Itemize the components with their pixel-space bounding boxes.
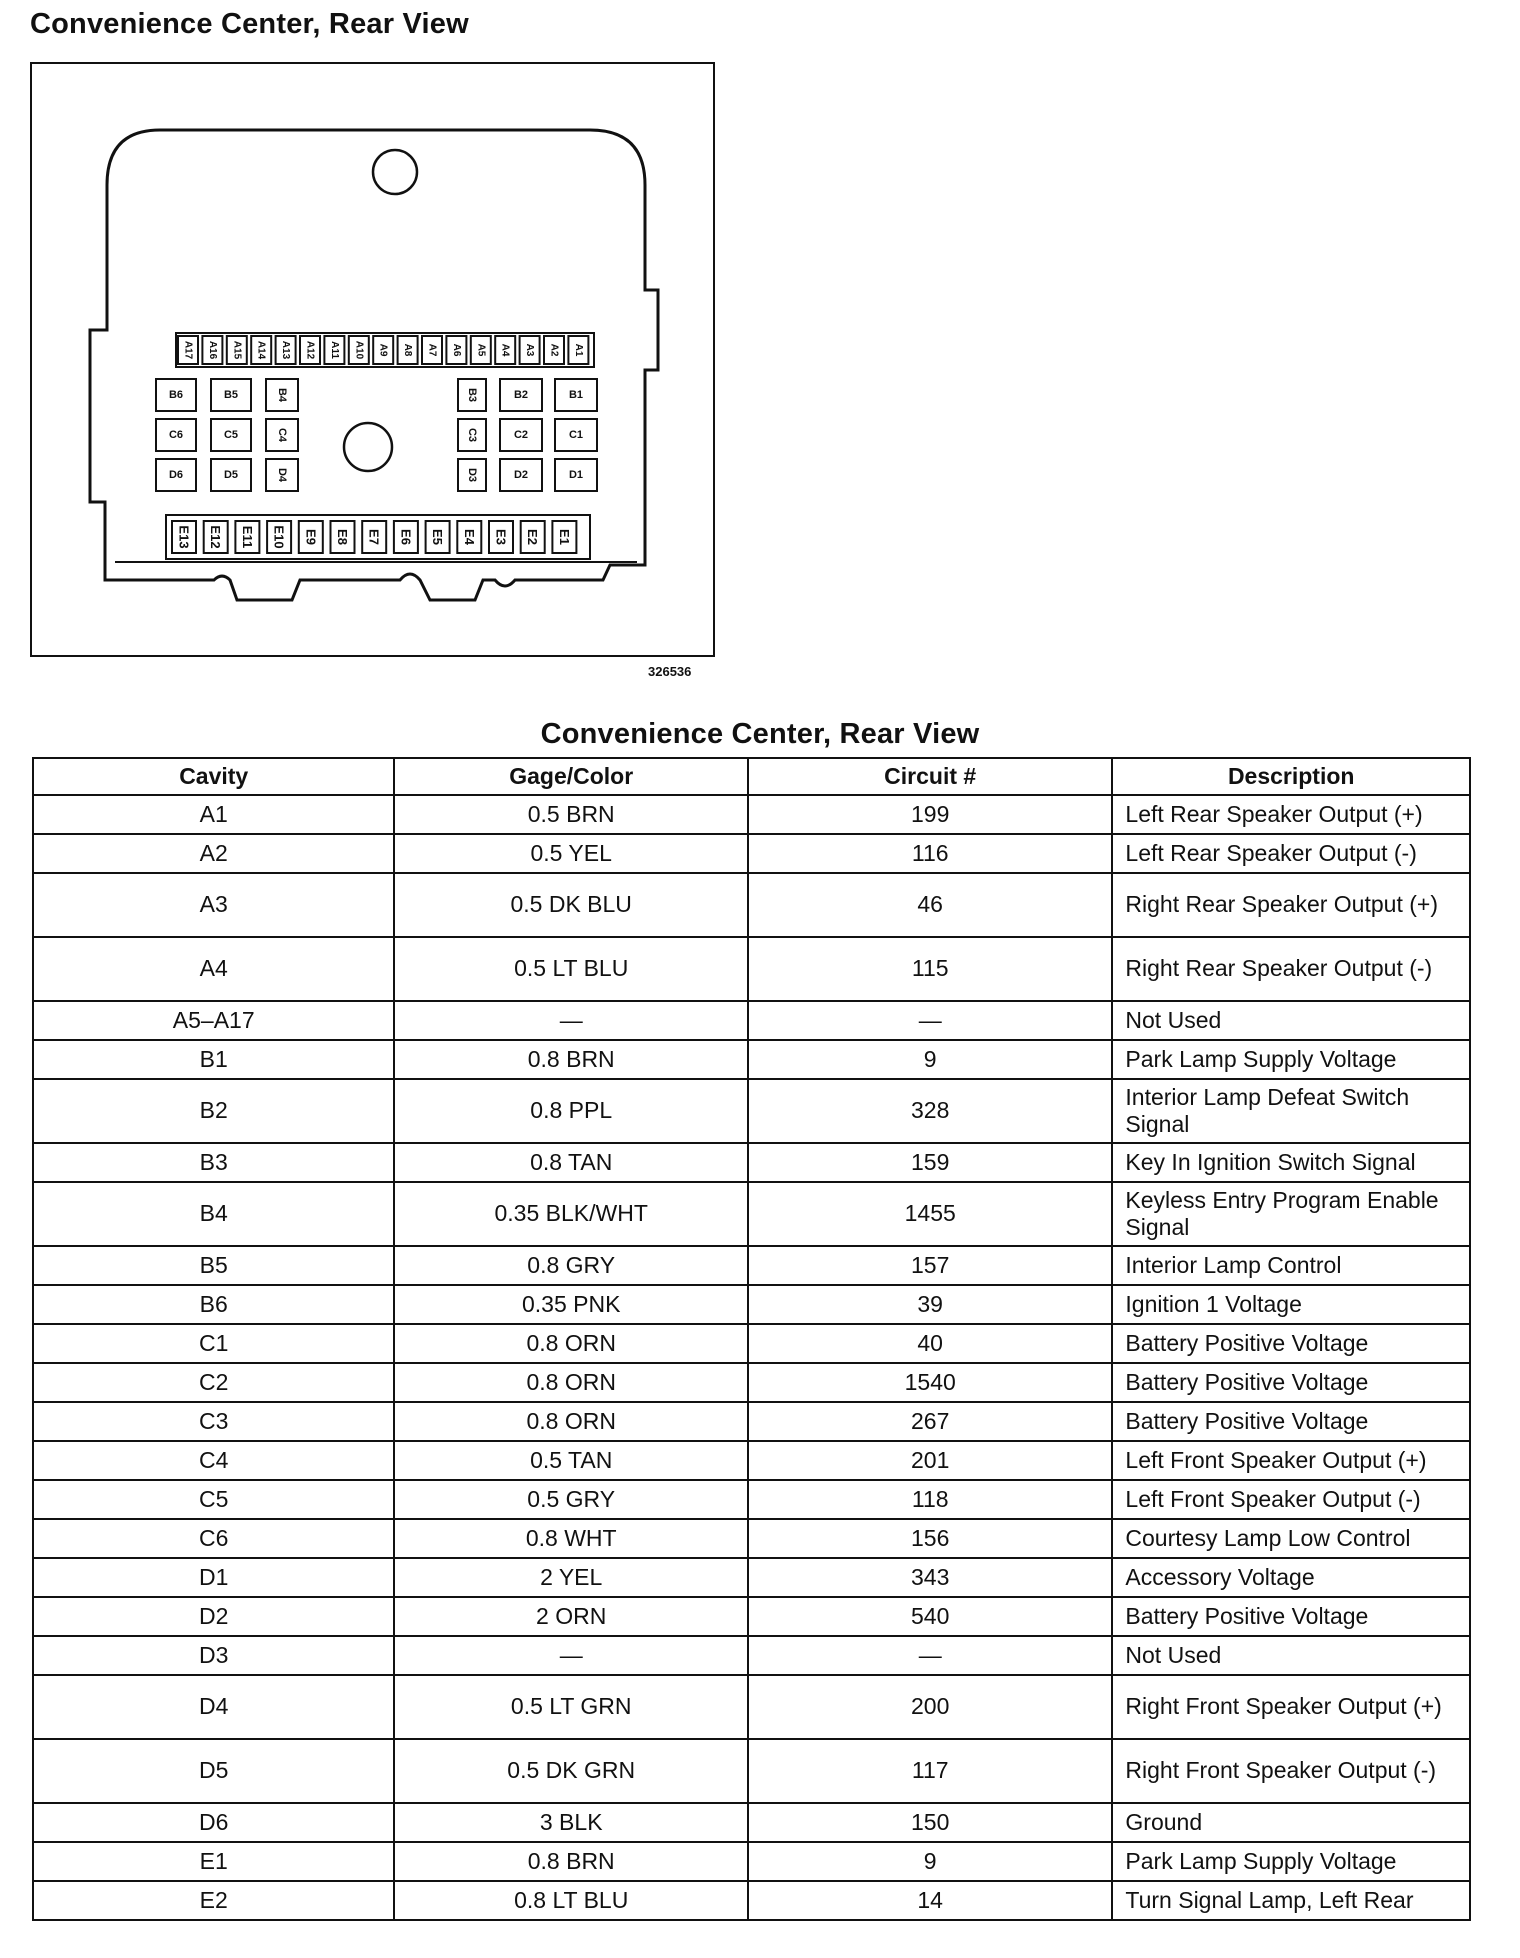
table-row xyxy=(33,834,1470,873)
cavity-cell: C1 xyxy=(33,1324,394,1363)
cavity-b xyxy=(555,379,597,411)
circuit-cell: 115 xyxy=(748,937,1112,1001)
cavity-label: C4 xyxy=(276,427,288,443)
circuit-cell: 118 xyxy=(748,1480,1112,1519)
cavity-label: C3 xyxy=(466,427,478,443)
cavity-a xyxy=(178,336,198,364)
table-row xyxy=(33,1402,1470,1441)
cavity-e xyxy=(489,521,513,553)
cavity-a xyxy=(227,336,247,364)
cavity-b xyxy=(156,379,196,411)
gage-color-cell: 0.8 WHT xyxy=(394,1519,748,1558)
gage-color-cell: — xyxy=(394,1001,748,1040)
header-description: Description xyxy=(1112,758,1470,795)
gage-color-cell: 0.5 YEL xyxy=(394,834,748,873)
figure-number: 326536 xyxy=(648,664,692,679)
description-cell: Ignition 1 Voltage xyxy=(1112,1285,1470,1324)
table-row xyxy=(33,873,1470,937)
cavity-label: E12 xyxy=(208,525,224,549)
cavity-label: A17 xyxy=(182,340,194,360)
cavity-label: A14 xyxy=(255,340,267,360)
circuit-cell: 1455 xyxy=(748,1182,1112,1246)
cavity-a xyxy=(568,336,588,364)
cavity-cell: D5 xyxy=(33,1739,394,1803)
gage-color-cell: 0.8 GRY xyxy=(394,1246,748,1285)
cavity-e xyxy=(267,521,291,553)
cavity-label: E2 xyxy=(525,529,541,545)
cavity-a xyxy=(520,336,540,364)
cavity-e xyxy=(426,521,450,553)
cavity-cell: D2 xyxy=(33,1597,394,1636)
cavity-label: C5 xyxy=(223,429,239,441)
circuit-cell: 46 xyxy=(748,873,1112,937)
description-cell: Keyless Entry Program Enable Signal xyxy=(1112,1182,1470,1246)
cavity-label: B1 xyxy=(568,389,584,401)
description-cell: Battery Positive Voltage xyxy=(1112,1402,1470,1441)
circuit-cell: 117 xyxy=(748,1739,1112,1803)
cavity-d xyxy=(156,459,196,491)
circuit-cell: 116 xyxy=(748,834,1112,873)
table-row xyxy=(33,795,1470,834)
cavity-label: A9 xyxy=(377,343,389,357)
cavity-label: B3 xyxy=(466,387,478,403)
table-row xyxy=(33,1079,1470,1143)
cavity-a xyxy=(446,336,466,364)
cavity-cell: E2 xyxy=(33,1881,394,1920)
gage-color-cell: 0.5 BRN xyxy=(394,795,748,834)
table-row xyxy=(33,1040,1470,1079)
gage-color-cell: 0.8 BRN xyxy=(394,1842,748,1881)
table-row xyxy=(33,1881,1470,1920)
cavity-a xyxy=(276,336,296,364)
cavity-cell: A2 xyxy=(33,834,394,873)
gage-color-cell: 0.8 TAN xyxy=(394,1143,748,1182)
cavity-label: A15 xyxy=(231,340,243,360)
circuit-cell: 9 xyxy=(748,1040,1112,1079)
cavity-cell: D6 xyxy=(33,1803,394,1842)
cavity-a xyxy=(422,336,442,364)
description-cell: Right Front Speaker Output (+) xyxy=(1112,1675,1470,1739)
description-cell: Battery Positive Voltage xyxy=(1112,1363,1470,1402)
cavity-label: A4 xyxy=(499,343,511,357)
cavity-cell: E1 xyxy=(33,1842,394,1881)
gage-color-cell: 0.5 DK GRN xyxy=(394,1739,748,1803)
cavity-e xyxy=(521,521,545,553)
cavity-label: C2 xyxy=(513,429,529,441)
gage-color-cell: 0.5 LT GRN xyxy=(394,1675,748,1739)
cavity-e xyxy=(331,521,355,553)
description-cell: Right Rear Speaker Output (+) xyxy=(1112,873,1470,937)
cavity-d xyxy=(458,459,486,491)
cavity-cell: B5 xyxy=(33,1246,394,1285)
description-cell: Not Used xyxy=(1112,1001,1470,1040)
gage-color-cell: 0.8 ORN xyxy=(394,1402,748,1441)
description-cell: Battery Positive Voltage xyxy=(1112,1324,1470,1363)
circuit-cell: 267 xyxy=(748,1402,1112,1441)
cavity-c xyxy=(458,419,486,451)
cavity-label: E11 xyxy=(239,525,255,549)
cavity-label: A2 xyxy=(548,343,560,357)
description-cell: Park Lamp Supply Voltage xyxy=(1112,1842,1470,1881)
circuit-cell: 540 xyxy=(748,1597,1112,1636)
table-row xyxy=(33,1363,1470,1402)
cavity-label: C1 xyxy=(568,429,584,441)
cavity-label: A1 xyxy=(572,343,584,357)
cavity-c xyxy=(156,419,196,451)
cavity-cell: B4 xyxy=(33,1182,394,1246)
header-gage-color: Gage/Color xyxy=(394,758,748,795)
cavity-label: E10 xyxy=(271,525,287,549)
circuit-cell: 150 xyxy=(748,1803,1112,1842)
table-row xyxy=(33,1803,1470,1842)
description-cell: Park Lamp Supply Voltage xyxy=(1112,1040,1470,1079)
circuit-cell: 14 xyxy=(748,1881,1112,1920)
cavity-label: E1 xyxy=(556,529,572,545)
cavity-cell: D3 xyxy=(33,1636,394,1675)
cavity-a xyxy=(349,336,369,364)
table-row xyxy=(33,1739,1470,1803)
cavity-b xyxy=(458,379,486,411)
description-cell: Interior Lamp Control xyxy=(1112,1246,1470,1285)
gage-color-cell: 0.5 DK BLU xyxy=(394,873,748,937)
cavity-e xyxy=(362,521,386,553)
cavity-c xyxy=(555,419,597,451)
cavity-cell: D4 xyxy=(33,1675,394,1739)
table-row xyxy=(33,1143,1470,1182)
gage-color-cell: 0.35 BLK/WHT xyxy=(394,1182,748,1246)
table-row xyxy=(33,1441,1470,1480)
connector-diagram xyxy=(0,0,760,680)
cavity-a xyxy=(251,336,271,364)
cavity-e xyxy=(172,521,196,553)
cavity-a xyxy=(544,336,564,364)
description-cell: Ground xyxy=(1112,1803,1470,1842)
table-title: Convenience Center, Rear View xyxy=(540,718,980,750)
cavity-cell: A5–A17 xyxy=(33,1001,394,1040)
gage-color-cell: — xyxy=(394,1636,748,1675)
cavity-label: A8 xyxy=(402,343,414,357)
gage-color-cell: 3 BLK xyxy=(394,1803,748,1842)
cavity-label: E13 xyxy=(176,525,192,549)
cavity-label: D2 xyxy=(513,469,529,481)
cavity-label: E4 xyxy=(461,529,477,545)
table-row xyxy=(33,1285,1470,1324)
circuit-cell: 40 xyxy=(748,1324,1112,1363)
table-row xyxy=(33,1558,1470,1597)
cavity-e xyxy=(299,521,323,553)
pinout-table xyxy=(32,757,1471,1921)
cavity-cell: C6 xyxy=(33,1519,394,1558)
cavity-a xyxy=(471,336,491,364)
cavity-b xyxy=(211,379,251,411)
cavity-c xyxy=(211,419,251,451)
table-row xyxy=(33,1001,1470,1040)
description-cell: Left Rear Speaker Output (+) xyxy=(1112,795,1470,834)
gage-color-cell: 2 YEL xyxy=(394,1558,748,1597)
cavity-a xyxy=(324,336,344,364)
table-row xyxy=(33,1519,1470,1558)
cavity-label: D1 xyxy=(568,469,584,481)
circuit-cell: 201 xyxy=(748,1441,1112,1480)
cavity-label: A12 xyxy=(304,340,316,360)
circuit-cell: 9 xyxy=(748,1842,1112,1881)
description-cell: Accessory Voltage xyxy=(1112,1558,1470,1597)
cavity-label: B4 xyxy=(276,387,288,403)
description-cell: Battery Positive Voltage xyxy=(1112,1597,1470,1636)
description-cell: Right Front Speaker Output (-) xyxy=(1112,1739,1470,1803)
header-circuit: Circuit # xyxy=(748,758,1112,795)
cavity-a xyxy=(202,336,222,364)
description-cell: Turn Signal Lamp, Left Rear xyxy=(1112,1881,1470,1920)
cavity-label: E3 xyxy=(493,529,509,545)
cavity-cell: B3 xyxy=(33,1143,394,1182)
gage-color-cell: 0.5 TAN xyxy=(394,1441,748,1480)
gage-color-cell: 0.5 GRY xyxy=(394,1480,748,1519)
cavity-e xyxy=(457,521,481,553)
description-cell: Courtesy Lamp Low Control xyxy=(1112,1519,1470,1558)
circuit-cell: 156 xyxy=(748,1519,1112,1558)
gage-color-cell: 0.8 BRN xyxy=(394,1040,748,1079)
circuit-cell: — xyxy=(748,1001,1112,1040)
cavity-label: E9 xyxy=(303,529,319,545)
cavity-label: A6 xyxy=(450,343,462,357)
cavity-label: C6 xyxy=(168,429,184,441)
cavity-cell: B2 xyxy=(33,1079,394,1143)
cavity-label: E7 xyxy=(366,529,382,545)
cavity-label: A10 xyxy=(353,340,365,360)
cavity-label: D6 xyxy=(168,469,184,481)
cavity-label: B2 xyxy=(513,389,529,401)
cavity-label: E6 xyxy=(398,529,414,545)
description-cell: Left Front Speaker Output (-) xyxy=(1112,1480,1470,1519)
cavity-a xyxy=(398,336,418,364)
cavity-label: E5 xyxy=(430,529,446,545)
gage-color-cell: 2 ORN xyxy=(394,1597,748,1636)
cavity-c xyxy=(266,419,298,451)
circuit-cell: 328 xyxy=(748,1079,1112,1143)
cavity-cell: C2 xyxy=(33,1363,394,1402)
cavity-d xyxy=(500,459,542,491)
cavity-a xyxy=(300,336,320,364)
cavity-cell: A4 xyxy=(33,937,394,1001)
cavity-label: A5 xyxy=(475,343,487,357)
description-cell: Right Rear Speaker Output (-) xyxy=(1112,937,1470,1001)
cavity-d xyxy=(266,459,298,491)
circuit-cell: 199 xyxy=(748,795,1112,834)
page-title: Convenience Center, Rear View xyxy=(30,8,469,40)
cavity-a xyxy=(495,336,515,364)
header-cavity: Cavity xyxy=(33,758,394,795)
cavity-cell: B1 xyxy=(33,1040,394,1079)
cavity-c xyxy=(500,419,542,451)
table-row xyxy=(33,1480,1470,1519)
cavity-label: D3 xyxy=(466,467,478,483)
table-row xyxy=(33,1324,1470,1363)
cavity-label: A13 xyxy=(280,340,292,360)
table-row xyxy=(33,1246,1470,1285)
cavity-d xyxy=(211,459,251,491)
cavity-label: D5 xyxy=(223,469,239,481)
cavity-label: D4 xyxy=(276,467,288,483)
circuit-cell: 343 xyxy=(748,1558,1112,1597)
cavity-cell: B6 xyxy=(33,1285,394,1324)
circuit-cell: 1540 xyxy=(748,1363,1112,1402)
cavity-label: A16 xyxy=(206,340,218,360)
description-cell: Key In Ignition Switch Signal xyxy=(1112,1143,1470,1182)
circuit-cell: 157 xyxy=(748,1246,1112,1285)
cavity-a xyxy=(373,336,393,364)
cavity-e xyxy=(235,521,259,553)
cavity-b xyxy=(266,379,298,411)
description-cell: Interior Lamp Defeat Switch Signal xyxy=(1112,1079,1470,1143)
circuit-cell: 200 xyxy=(748,1675,1112,1739)
table-row xyxy=(33,1842,1470,1881)
cavity-b xyxy=(500,379,542,411)
cavity-cell: C4 xyxy=(33,1441,394,1480)
description-cell: Left Front Speaker Output (+) xyxy=(1112,1441,1470,1480)
table-row xyxy=(33,1182,1470,1246)
table-row xyxy=(33,1675,1470,1739)
circuit-cell: 39 xyxy=(748,1285,1112,1324)
gage-color-cell: 0.8 ORN xyxy=(394,1363,748,1402)
description-cell: Not Used xyxy=(1112,1636,1470,1675)
table-row xyxy=(33,1597,1470,1636)
cavity-label: E8 xyxy=(335,529,350,545)
cavity-e xyxy=(552,521,576,553)
cavity-label: A3 xyxy=(524,343,536,357)
cavity-layer xyxy=(156,336,597,553)
cavity-cell: A3 xyxy=(33,873,394,937)
gage-color-cell: 0.8 LT BLU xyxy=(394,1881,748,1920)
cavity-label: B6 xyxy=(168,389,184,401)
table-header-row xyxy=(33,758,1470,795)
cavity-cell: D1 xyxy=(33,1558,394,1597)
mounting-hole-center xyxy=(344,423,392,471)
description-cell: Left Rear Speaker Output (-) xyxy=(1112,834,1470,873)
table-row xyxy=(33,937,1470,1001)
cavity-e xyxy=(394,521,418,553)
gage-color-cell: 0.5 LT BLU xyxy=(394,937,748,1001)
cavity-e xyxy=(204,521,228,553)
gage-color-cell: 0.35 PNK xyxy=(394,1285,748,1324)
table-row xyxy=(33,1636,1470,1675)
cavity-cell: C5 xyxy=(33,1480,394,1519)
mounting-hole-top xyxy=(373,150,417,194)
cavity-cell: C3 xyxy=(33,1402,394,1441)
gage-color-cell: 0.8 ORN xyxy=(394,1324,748,1363)
circuit-cell: 159 xyxy=(748,1143,1112,1182)
cavity-cell: A1 xyxy=(33,795,394,834)
cavity-d xyxy=(555,459,597,491)
circuit-cell: — xyxy=(748,1636,1112,1675)
gage-color-cell: 0.8 PPL xyxy=(394,1079,748,1143)
cavity-label: A11 xyxy=(328,341,340,359)
cavity-label: B5 xyxy=(223,389,239,401)
cavity-label: A7 xyxy=(426,343,438,357)
